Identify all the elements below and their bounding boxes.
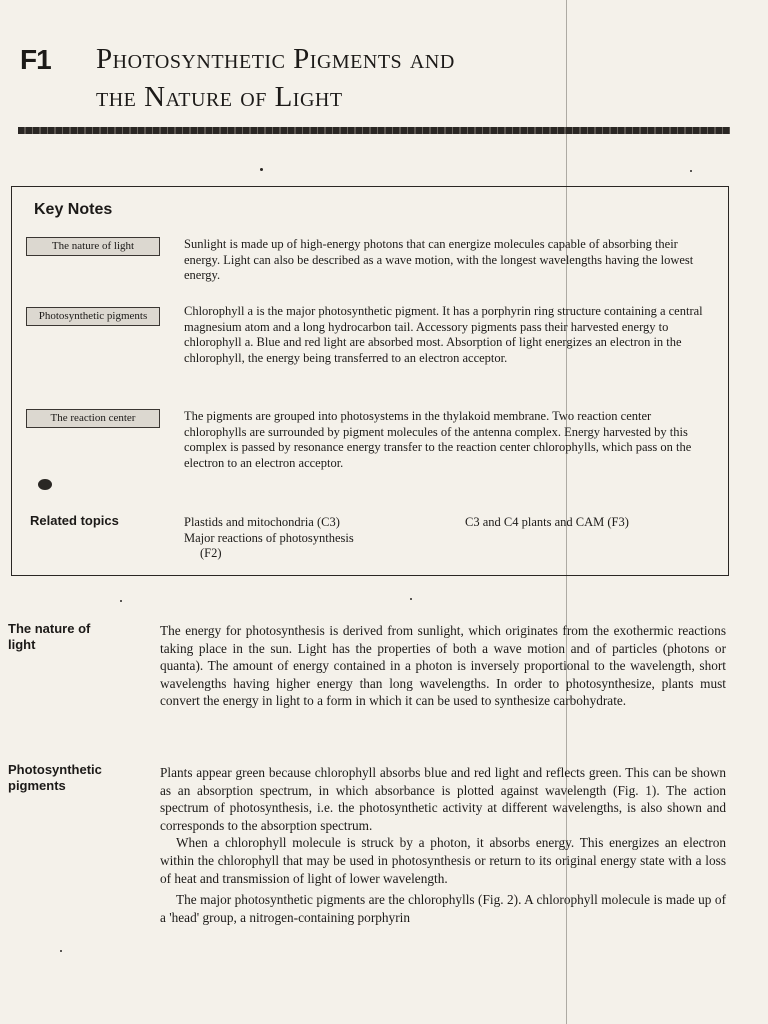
section-label-pigments <box>8 762 138 794</box>
key-note-text-pigments: Chlorophyll a is the major photosynthetic pigment. It has a porphyrin ring structure containing a central magnesium atom and a long hydrocarbon tail. Accessory pigments pass their harvested energy to chlorophyll a. Blue and red light are absorbed most. Absorption of light energizes an electron in the chlorophyll, the energy being transferred to an electron acceptor. <box>184 304 703 365</box>
paragraph: When a chlorophyll molecule is struck by a photon, it absorbs energy. This energizes an electron within the chlorophyll that may be used in photosynthesis or return to its original energy state with a loss of heat and transmission of light of lower wavelength. <box>160 835 726 886</box>
paragraph: The major photosynthetic pigments are the chlorophylls (Fig. 2). A chlorophyll molecule is made up of a 'head' group, a nitrogen-containing porphyrin <box>160 892 726 925</box>
key-note-label-nature: The nature of light <box>26 237 160 256</box>
section-label-nature <box>8 621 138 653</box>
section-label-line: light <box>8 637 36 652</box>
related-topic-item: C3 and C4 plants and CAM (F3) <box>465 515 629 529</box>
section-label-line: pigments <box>8 778 66 793</box>
paragraph: Plants appear green because chlorophyll absorbs blue and red light and reflects green. This can be shown as an absorption spectrum, in which absorbance is plotted against wavelength (Fig. 1). The action spectrum of photosynthesis, i.e. the photosynthetic activity at different wavelengths, is also shown and corresponds to the absorption spectrum. <box>160 765 726 833</box>
chapter-code: F1 <box>20 44 51 75</box>
section-body-pigments <box>160 764 726 926</box>
page-title <box>96 40 756 116</box>
scan-speck <box>38 479 52 490</box>
related-topics-list <box>184 515 434 562</box>
related-topics-heading: Related topics <box>30 513 119 528</box>
key-note-text-nature: Sunlight is made up of high-energy photons that can energize molecules capable of absorbing their energy. Light can also be described as a wave motion, with the longest wavelengths having the lowest energy. <box>184 237 694 282</box>
page-title-line2: the Nature of Light <box>96 81 343 113</box>
scan-speck <box>120 600 122 602</box>
scan-fold-line <box>566 0 567 1024</box>
scan-speck <box>260 168 263 171</box>
scan-speck <box>60 950 62 952</box>
section-label-line: The nature of <box>8 621 91 636</box>
related-topic-item: Major reactions of photosynthesis <box>184 530 354 545</box>
page-title-line1: Photosynthetic Pigments and <box>96 43 455 75</box>
paragraph: The energy for photosynthesis is derived from sunlight, which originates from the exothermic reactions taking place in the sun. Light has the properties of both a wave motion and of particles (photons or quanta). The amount of energy contained in a photon is inversely proportional to the wavelength, short wavelengths having higher energy than long wavelengths. In order to photosynthesize, plants must convert the energy in light to a form in which it can be used to synthesize carbohydrate. <box>160 623 726 709</box>
key-note-label-reaction: The reaction center <box>26 409 160 428</box>
header-rule <box>18 127 730 134</box>
related-topic-item: Plastids and mitochondria (C3) <box>184 515 340 529</box>
scan-speck <box>410 598 412 600</box>
section-body-nature <box>160 622 726 710</box>
section-label-line: Photosynthetic <box>8 762 102 777</box>
key-notes-box <box>11 186 729 576</box>
key-notes-heading: Key Notes <box>34 201 113 218</box>
key-note-label-pigments: Photosynthetic pigments <box>26 307 160 326</box>
scan-speck <box>690 170 692 172</box>
key-note-text-reaction: The pigments are grouped into photosystems in the thylakoid membrane. Two reaction center chlorophylls are surrounded by pigment molecules of the antenna complex. Energy harvested by this complex is passed by resonance energy transfer to the reaction center chlorophylls, which pass on the electron to an electron acceptor. <box>184 409 692 470</box>
related-topic-item: (F2) <box>200 546 222 560</box>
